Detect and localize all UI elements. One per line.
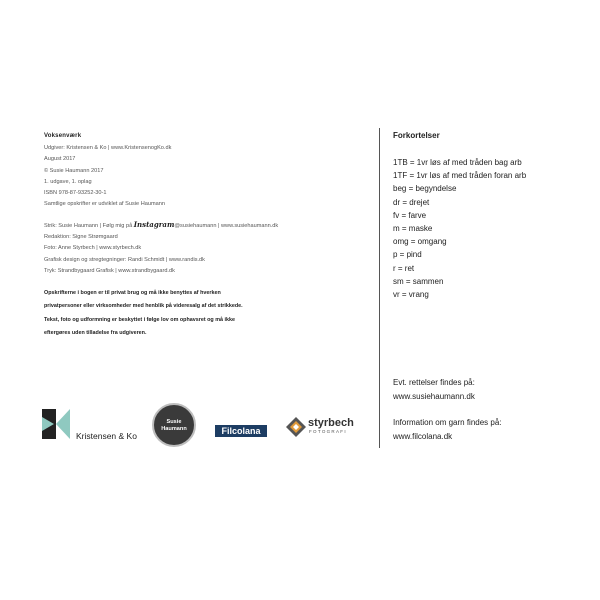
abbreviation-item: p = pind [393,250,422,260]
logo-row [42,403,362,453]
column-divider [379,128,380,448]
kristensen-ko-logo [42,409,142,441]
book-title: Voksenværk [44,133,82,139]
notice-line: Tekst, foto og udformning er beskyttet i følge lov om ophavsret og må ikke [44,316,235,323]
kristensen-ko-mark-icon [42,409,72,439]
yarn-section [393,416,593,444]
photo-credit: Foto: Anne Styrbech | www.styrbech.dk [44,245,142,252]
errata-label: Evt. rettelser findes på: [393,378,475,387]
knitting-credit-suffix: @susiehaumann | www.susiehaumann.dk [174,222,279,229]
errata-section [393,376,593,404]
abbreviation-item: beg = begyndelse [393,184,457,194]
abbreviation-item: omg = omgang [393,237,447,247]
instagram-wordmark: Instagram [133,219,175,229]
kristensen-ko-wordmark: Kristensen & Ko [76,431,137,441]
author-line: Samtlige opskrifter er udviklet af Susie Haumann [44,201,165,208]
abbreviations-title: Forkortelser [393,131,440,140]
abbreviation-item: fv = farve [393,210,427,220]
knitting-credit [44,219,354,232]
styrbech-subtitle: FOTOGRAFI [309,429,347,434]
knitting-credit-prefix: Strik: Susie Haumann | Følg mig på [44,222,133,229]
editor-credit: Redaktion: Signe Strømgaard [44,234,118,241]
isbn-line: ISBN 978-87-93252-30-1 [44,190,107,197]
susie-haumann-line1: Susie [166,419,182,425]
copyright-line: © Susie Haumann 2017 [44,167,104,174]
abbreviation-item: 1TB = 1vr løs af med tråden bag arb [393,158,522,167]
yarn-link[interactable]: www.filcolana.dk [393,432,453,441]
abbreviation-item: r = ret [393,263,415,273]
yarn-label: Information om garn findes på: [393,418,502,427]
edition-line: 1. udgave, 1. oplag [44,178,92,185]
filcolana-logo: Filcolana [215,425,267,437]
usage-notice [44,287,354,340]
styrbech-wordmark: styrbech [308,417,354,429]
print-credit: Tryk: Strandbygaard Grafisk | www.strandbygaard.dk [44,267,175,274]
abbreviation-item: sm = sammen [393,276,444,286]
date-line: August 2017 [44,156,76,163]
notice-line: Opskrifterne i bogen er til privat brug og må ikke benyttes af hverken [44,290,221,297]
abbreviation-item: 1TF = 1vr løs af med tråden foran arb [393,171,527,181]
colophon [44,133,354,340]
abbreviation-item: vr = vrang [393,290,429,300]
errata-link[interactable]: www.susiehaumann.dk [393,392,475,401]
susie-haumann-logo [152,403,196,447]
notice-line: privatpersoner eller virksomheder med henblik på videresalg af det strikkede. [44,303,243,310]
design-credit: Grafisk design og stregtegninger: Randi Schmidt | www.randis.dk [44,256,205,263]
abbreviations-section [393,131,593,301]
notice-line: eftergøres uden tilladelse fra udgiveren. [44,329,147,336]
styrbech-mark-icon [286,417,306,437]
abbreviation-item: m = maske [393,224,433,234]
abbreviation-item: dr = drejet [393,197,430,207]
publisher-line: Udgiver: Kristensen & Ko | www.KristensenogKo.dk [44,145,172,151]
susie-haumann-line2: Haumann [161,425,187,432]
styrbech-logo [286,417,358,443]
